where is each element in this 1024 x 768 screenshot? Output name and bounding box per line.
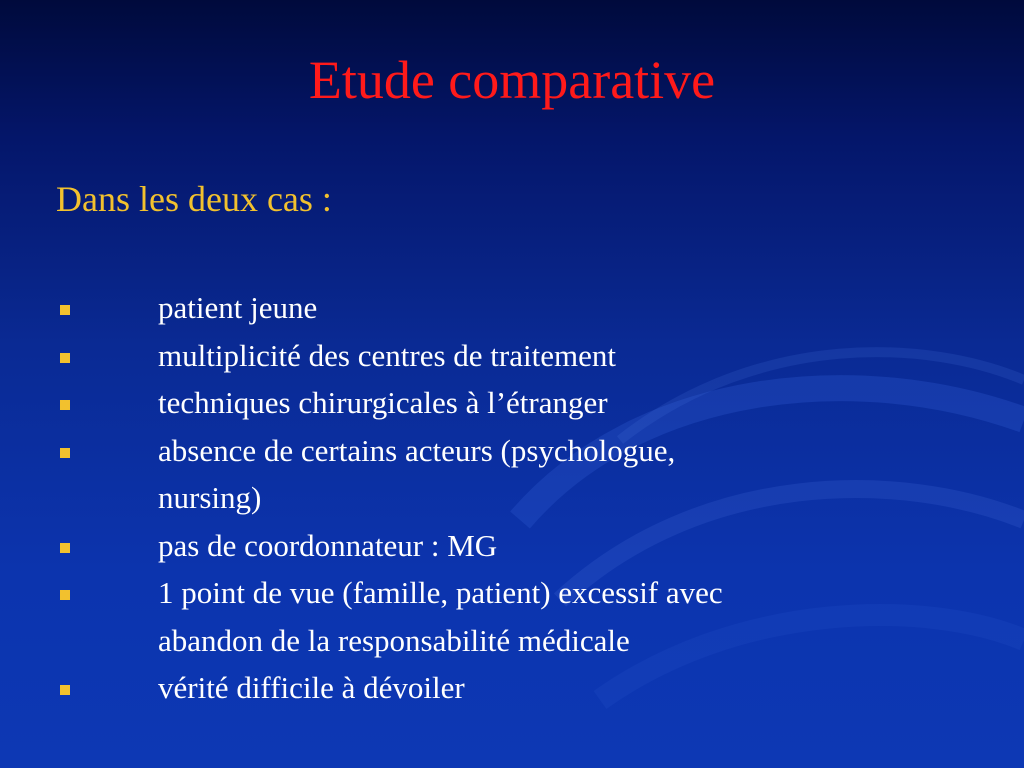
square-bullet-icon <box>60 685 70 695</box>
square-bullet-icon <box>60 448 70 458</box>
slide-subtitle: Dans les deux cas : <box>56 179 332 219</box>
list-item <box>56 379 956 427</box>
list-item-text-continuation: abandon de la responsabilité médicale <box>158 622 630 658</box>
list-item <box>56 522 956 570</box>
list-item-text: vérité difficile à dévoiler <box>158 670 465 705</box>
slide-title: Etude comparative <box>308 50 716 110</box>
square-bullet-icon <box>60 400 70 410</box>
list-item <box>56 332 956 380</box>
list-item-text: absence de certains acteurs (psychologue, <box>158 432 676 468</box>
square-bullet-icon <box>60 543 70 553</box>
square-bullet-icon <box>60 353 70 363</box>
list-item <box>56 569 956 664</box>
list-item-text: multiplicité des centres de traitement <box>158 337 616 373</box>
list-item-text: pas de coordonnateur : MG <box>158 527 498 563</box>
list-item <box>56 284 956 332</box>
list-item-text: 1 point de vue (famille, patient) excessif avec <box>158 575 723 610</box>
list-item <box>56 427 956 522</box>
list-item <box>56 664 956 712</box>
list-item-text: techniques chirurgicales à l’étranger <box>158 385 608 420</box>
list-item-text: patient jeune <box>158 290 318 325</box>
bullet-list <box>56 284 956 712</box>
square-bullet-icon <box>60 305 70 315</box>
list-item-text-continuation: nursing) <box>158 480 262 515</box>
square-bullet-icon <box>60 590 70 600</box>
